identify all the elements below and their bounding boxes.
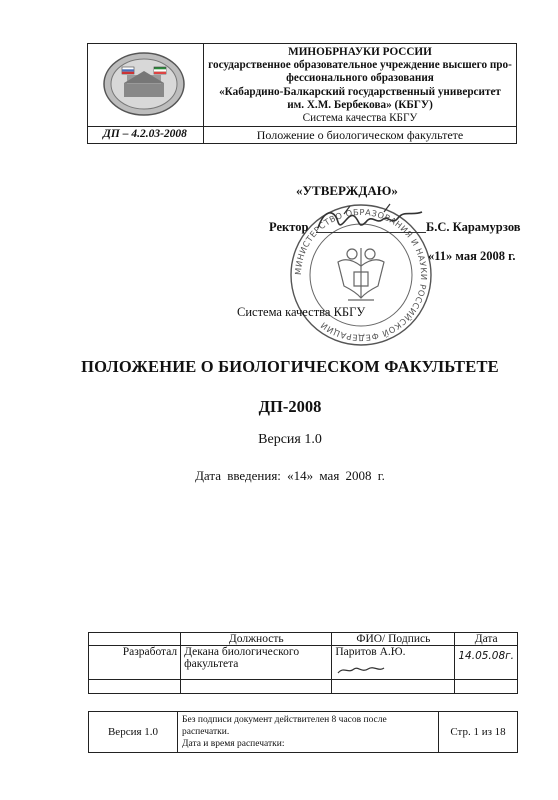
footer-note: [178, 712, 439, 753]
footer-page-number: Стр. 1 из 18: [439, 712, 518, 753]
document-code: ДП – 4.2.03-2008: [103, 128, 187, 140]
seal-ring-text: МИНИСТЕРСТВО ОБРАЗОВАНИЯ И НАУКИ РОССИЙСКОЙ ФЕДЕРАЦИИ: [292, 206, 430, 344]
university-line-1: «Кабардино-Балкарский государственный университет: [219, 85, 501, 98]
document-short-title: Положение о биологическом факультете: [256, 128, 464, 142]
university-logo-icon: [87, 43, 202, 125]
signature-table: [88, 632, 518, 694]
footer-note-line-2: Дата и время распечатки:: [182, 739, 285, 749]
header-divider: [87, 126, 517, 127]
name-cell: [332, 646, 455, 680]
signature-table-header: [89, 633, 518, 646]
institution-line-1: государственное образовательное учреждение высшего про-: [208, 59, 512, 72]
header-quality-system: Система качества КБГУ: [302, 112, 418, 125]
table-row: [89, 646, 518, 680]
footer-version: Версия 1.0: [89, 712, 178, 753]
header-cell-date: Дата: [455, 633, 518, 646]
role-cell: Разработал: [89, 646, 181, 680]
footer-note-line-1: Без подписи документ действителен 8 часов после распечатки.: [182, 715, 387, 737]
approve-heading: «УТВЕРЖДАЮ»: [296, 183, 398, 198]
header-cell-name: ФИО/ Подпись: [332, 633, 455, 646]
rector-name: Б.С. Карамурзов: [426, 220, 521, 234]
header-text: [205, 46, 515, 125]
header-cell-position: Должность: [181, 633, 332, 646]
author-signature-icon: [336, 664, 386, 676]
footer-table: [88, 711, 518, 753]
position-cell: Декана биологического факультета: [181, 646, 332, 680]
introduction-date: Дата введения: «14» мая 2008 г.: [195, 468, 385, 483]
institution-line-2: фессионального образования: [286, 72, 434, 85]
header-logo-cell: [87, 43, 204, 127]
rector-signature-icon: [314, 202, 426, 238]
date-cell: 14.05.08г.: [455, 646, 518, 680]
university-line-2: им. Х.М. Бербекова» (КБГУ): [287, 98, 433, 111]
rector-label: Ректор: [269, 220, 309, 234]
quality-system-label: Система качества КБГУ: [237, 305, 366, 319]
table-row-empty: [89, 680, 518, 694]
header-cell-empty: [89, 633, 181, 646]
approval-date: «11» мая 2008 г.: [428, 249, 516, 263]
ministry-name: МИНОБРНАУКИ РОССИИ: [288, 46, 432, 58]
author-name: Паритов А.Ю.: [335, 646, 406, 658]
document-title: ПОЛОЖЕНИЕ О БИОЛОГИЧЕСКОМ ФАКУЛЬТЕТЕ: [81, 357, 499, 376]
document-number: ДП-2008: [258, 397, 322, 416]
version-label: Версия 1.0: [258, 432, 322, 447]
header-divider-vertical: [203, 126, 204, 144]
